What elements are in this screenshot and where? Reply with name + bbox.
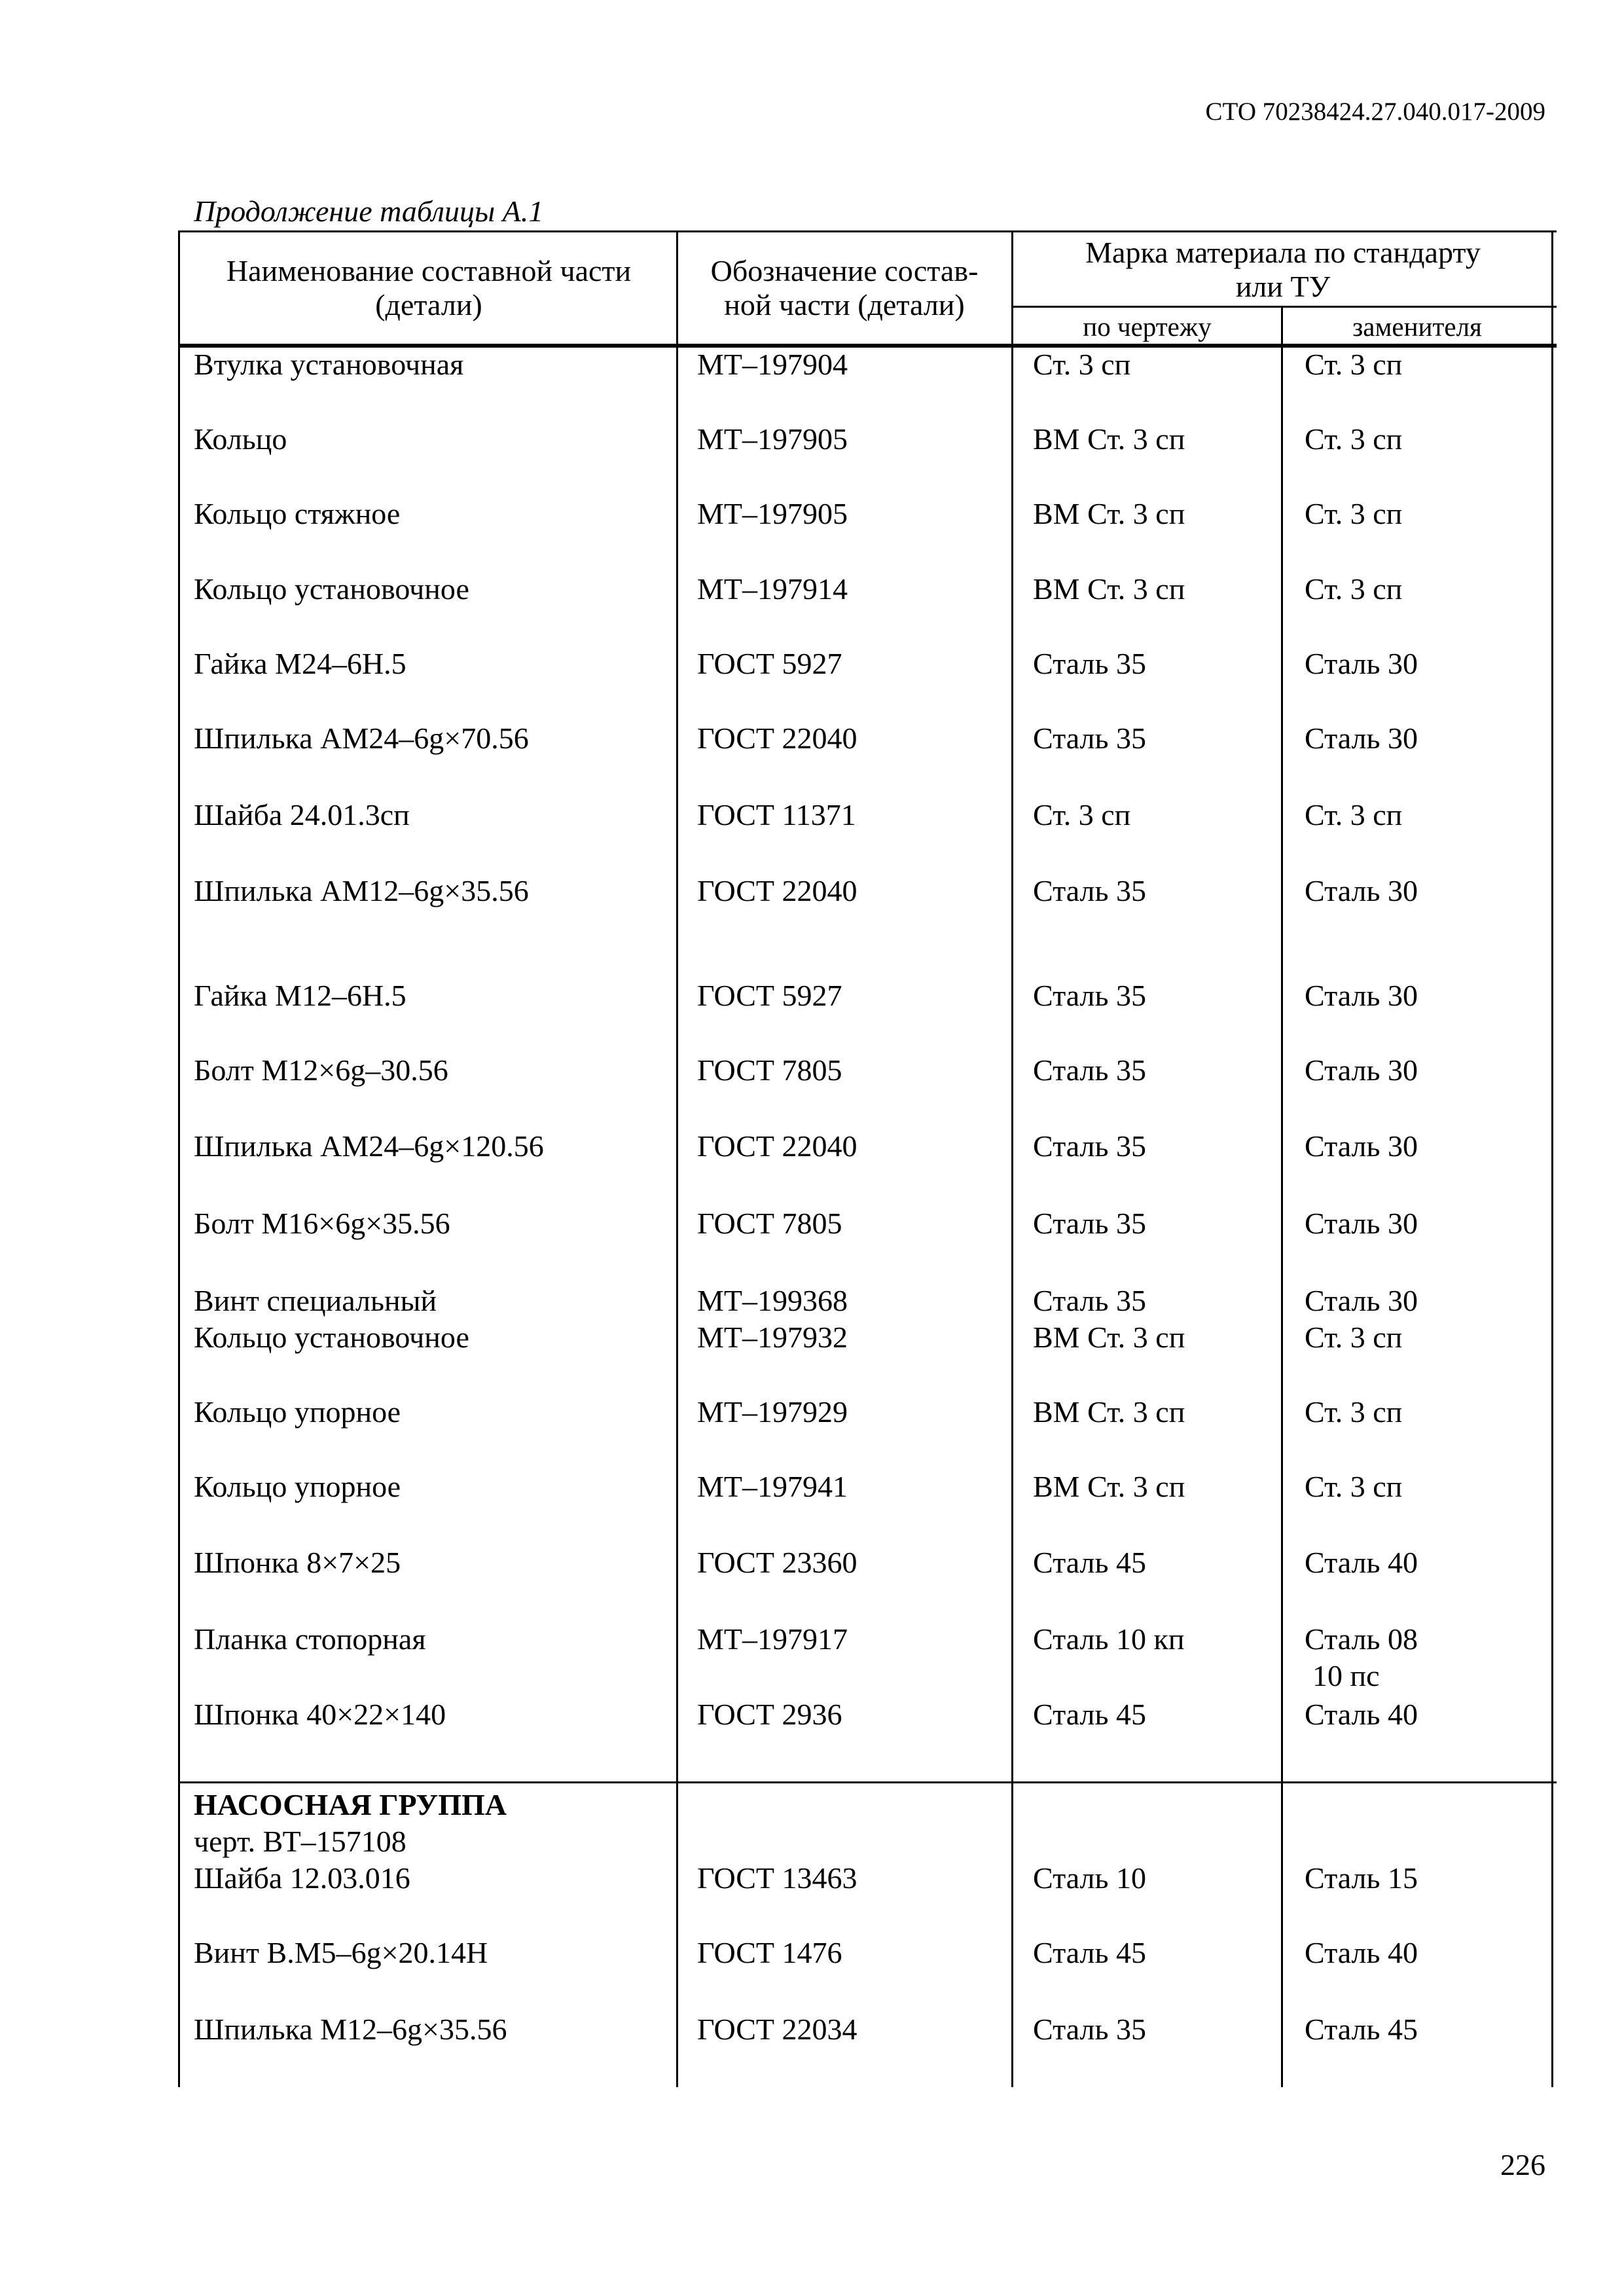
cell-substitute: Сталь 30 bbox=[1305, 647, 1418, 680]
cell-substitute: Сталь 30 bbox=[1305, 1284, 1418, 1317]
cell-drawing: Сталь 45 bbox=[1033, 1546, 1146, 1579]
cell-substitute: Сталь 30 bbox=[1305, 874, 1418, 907]
cell-designation: ГОСТ 22040 bbox=[697, 1129, 857, 1163]
cell-designation: МТ–197917 bbox=[697, 1622, 848, 1656]
group-divider bbox=[178, 1781, 1557, 1783]
col-border-right bbox=[1551, 230, 1553, 2087]
header-by-drawing: по чертежу bbox=[1083, 312, 1212, 342]
cell-designation: МТ–197929 bbox=[697, 1395, 848, 1429]
page-number: 226 bbox=[1500, 2148, 1545, 2181]
cell-drawing: Сталь 45 bbox=[1033, 1698, 1146, 1731]
group-title: НАСОСНАЯ ГРУППА bbox=[194, 1788, 507, 1821]
cell-name: Шпилька АМ12–6g×35.56 bbox=[194, 874, 529, 907]
cell-substitute: Ст. 3 сп bbox=[1305, 798, 1403, 831]
document-code: СТО 70238424.27.040.017-2009 bbox=[1205, 98, 1545, 126]
table-top-border bbox=[178, 230, 1557, 232]
cell-substitute-extra: 10 пс bbox=[1312, 1659, 1380, 1692]
cell-name: Винт специальный bbox=[194, 1284, 437, 1317]
cell-designation: ГОСТ 11371 bbox=[697, 798, 856, 831]
cell-substitute: Сталь 30 bbox=[1305, 1207, 1418, 1240]
cell-substitute: Сталь 30 bbox=[1305, 979, 1418, 1012]
cell-drawing: Сталь 10 bbox=[1033, 1861, 1146, 1895]
cell-drawing: Сталь 35 bbox=[1033, 1129, 1146, 1163]
cell-designation: ГОСТ 23360 bbox=[697, 1546, 857, 1579]
cell-substitute: Ст. 3 сп bbox=[1305, 348, 1403, 381]
cell-designation: ГОСТ 7805 bbox=[697, 1053, 842, 1087]
cell-designation: МТ–197905 bbox=[697, 422, 848, 456]
cell-substitute: Ст. 3 сп bbox=[1305, 1395, 1403, 1429]
cell-drawing: ВМ Ст. 3 сп bbox=[1033, 572, 1185, 606]
cell-substitute: Ст. 3 сп bbox=[1305, 422, 1403, 456]
col-border-2 bbox=[1011, 230, 1013, 2087]
cell-designation: ГОСТ 22040 bbox=[697, 874, 857, 907]
cell-name: Шпонка 40×22×140 bbox=[194, 1698, 446, 1731]
cell-drawing: Сталь 35 bbox=[1033, 979, 1146, 1012]
cell-name: Кольцо упорное bbox=[194, 1470, 401, 1503]
cell-drawing: ВМ Ст. 3 сп bbox=[1033, 1321, 1185, 1354]
cell-name: Шпилька АМ24–6g×120.56 bbox=[194, 1129, 544, 1163]
cell-substitute: Сталь 15 bbox=[1305, 1861, 1418, 1895]
cell-drawing: Сталь 35 bbox=[1033, 721, 1146, 755]
cell-name: Винт В.М5–6g×20.14Н bbox=[194, 1936, 488, 1969]
cell-substitute: Сталь 08 bbox=[1305, 1622, 1418, 1656]
cell-name: Втулка установочная bbox=[194, 348, 464, 381]
table-caption: Продолжение таблицы А.1 bbox=[194, 194, 544, 228]
cell-substitute: Сталь 40 bbox=[1305, 1698, 1418, 1731]
cell-designation: ГОСТ 7805 bbox=[697, 1207, 842, 1240]
cell-drawing: Ст. 3 сп bbox=[1033, 348, 1131, 381]
cell-name: Шпонка 8×7×25 bbox=[194, 1546, 401, 1579]
cell-drawing: Сталь 35 bbox=[1033, 2013, 1146, 2046]
cell-name: Кольцо bbox=[194, 422, 287, 456]
cell-name: Кольцо установочное bbox=[194, 572, 469, 606]
cell-substitute: Сталь 40 bbox=[1305, 1546, 1418, 1579]
cell-name: Болт М16×6g×35.56 bbox=[194, 1207, 450, 1240]
cell-name: Шпилька М12–6g×35.56 bbox=[194, 2013, 507, 2046]
cell-drawing: Сталь 35 bbox=[1033, 1207, 1146, 1240]
cell-drawing: ВМ Ст. 3 сп bbox=[1033, 422, 1185, 456]
cell-drawing: Сталь 45 bbox=[1033, 1936, 1146, 1969]
cell-substitute: Сталь 30 bbox=[1305, 1053, 1418, 1087]
cell-name: Кольцо стяжное bbox=[194, 497, 401, 530]
cell-drawing: Сталь 35 bbox=[1033, 874, 1146, 907]
subheader-divider bbox=[1011, 306, 1557, 308]
cell-drawing: ВМ Ст. 3 сп bbox=[1033, 1395, 1185, 1429]
cell-designation: ГОСТ 22034 bbox=[697, 2013, 857, 2046]
cell-name: Шайба 24.01.3сп bbox=[194, 798, 410, 831]
cell-designation: МТ–197932 bbox=[697, 1321, 848, 1354]
cell-designation: ГОСТ 13463 bbox=[697, 1861, 857, 1895]
cell-name: Шпилька АМ24–6g×70.56 bbox=[194, 721, 529, 755]
header-name: Наименование составной части (детали) bbox=[226, 254, 632, 321]
cell-substitute: Ст. 3 сп bbox=[1305, 1321, 1403, 1354]
cell-substitute: Ст. 3 сп bbox=[1305, 572, 1403, 606]
group-subtitle: черт. ВТ–157108 bbox=[194, 1825, 406, 1858]
cell-designation: МТ–197941 bbox=[697, 1470, 848, 1503]
cell-designation: МТ–197914 bbox=[697, 572, 848, 606]
cell-substitute: Сталь 40 bbox=[1305, 1936, 1418, 1969]
cell-drawing: Ст. 3 сп bbox=[1033, 798, 1131, 831]
cell-designation: МТ–197904 bbox=[697, 348, 848, 381]
cell-substitute: Сталь 30 bbox=[1305, 721, 1418, 755]
cell-designation: ГОСТ 1476 bbox=[697, 1936, 842, 1969]
cell-name: Болт М12×6g–30.56 bbox=[194, 1053, 448, 1087]
header-material-group: Марка материала по стандарту или ТУ bbox=[1085, 236, 1481, 303]
cell-substitute: Ст. 3 сп bbox=[1305, 1470, 1403, 1503]
cell-designation: ГОСТ 5927 bbox=[697, 979, 842, 1012]
cell-name: Шайба 12.03.016 bbox=[194, 1861, 410, 1895]
cell-substitute: Сталь 45 bbox=[1305, 2013, 1418, 2046]
cell-designation: ГОСТ 2936 bbox=[697, 1698, 842, 1731]
cell-substitute: Сталь 30 bbox=[1305, 1129, 1418, 1163]
cell-name: Кольцо установочное bbox=[194, 1321, 469, 1354]
cell-designation: ГОСТ 5927 bbox=[697, 647, 842, 680]
cell-name: Гайка М12–6Н.5 bbox=[194, 979, 406, 1012]
cell-drawing: Сталь 35 bbox=[1033, 1284, 1146, 1317]
cell-drawing: Сталь 10 кп bbox=[1033, 1622, 1185, 1656]
cell-drawing: Сталь 35 bbox=[1033, 647, 1146, 680]
cell-name: Кольцо упорное bbox=[194, 1395, 401, 1429]
col-border-1 bbox=[676, 230, 678, 2087]
cell-drawing: ВМ Ст. 3 сп bbox=[1033, 497, 1185, 530]
cell-name: Планка стопорная bbox=[194, 1622, 426, 1656]
col-border-3 bbox=[1281, 306, 1283, 2087]
cell-drawing: Сталь 35 bbox=[1033, 1053, 1146, 1087]
col-border-left bbox=[178, 230, 180, 2087]
cell-designation: ГОСТ 22040 bbox=[697, 721, 857, 755]
cell-name: Гайка М24–6Н.5 bbox=[194, 647, 406, 680]
header-designation: Обозначение состав-ной части (детали) bbox=[710, 254, 979, 321]
header-substitute: заменителя bbox=[1352, 312, 1482, 342]
cell-designation: МТ–199368 bbox=[697, 1284, 848, 1317]
cell-designation: МТ–197905 bbox=[697, 497, 848, 530]
cell-drawing: ВМ Ст. 3 сп bbox=[1033, 1470, 1185, 1503]
cell-substitute: Ст. 3 сп bbox=[1305, 497, 1403, 530]
